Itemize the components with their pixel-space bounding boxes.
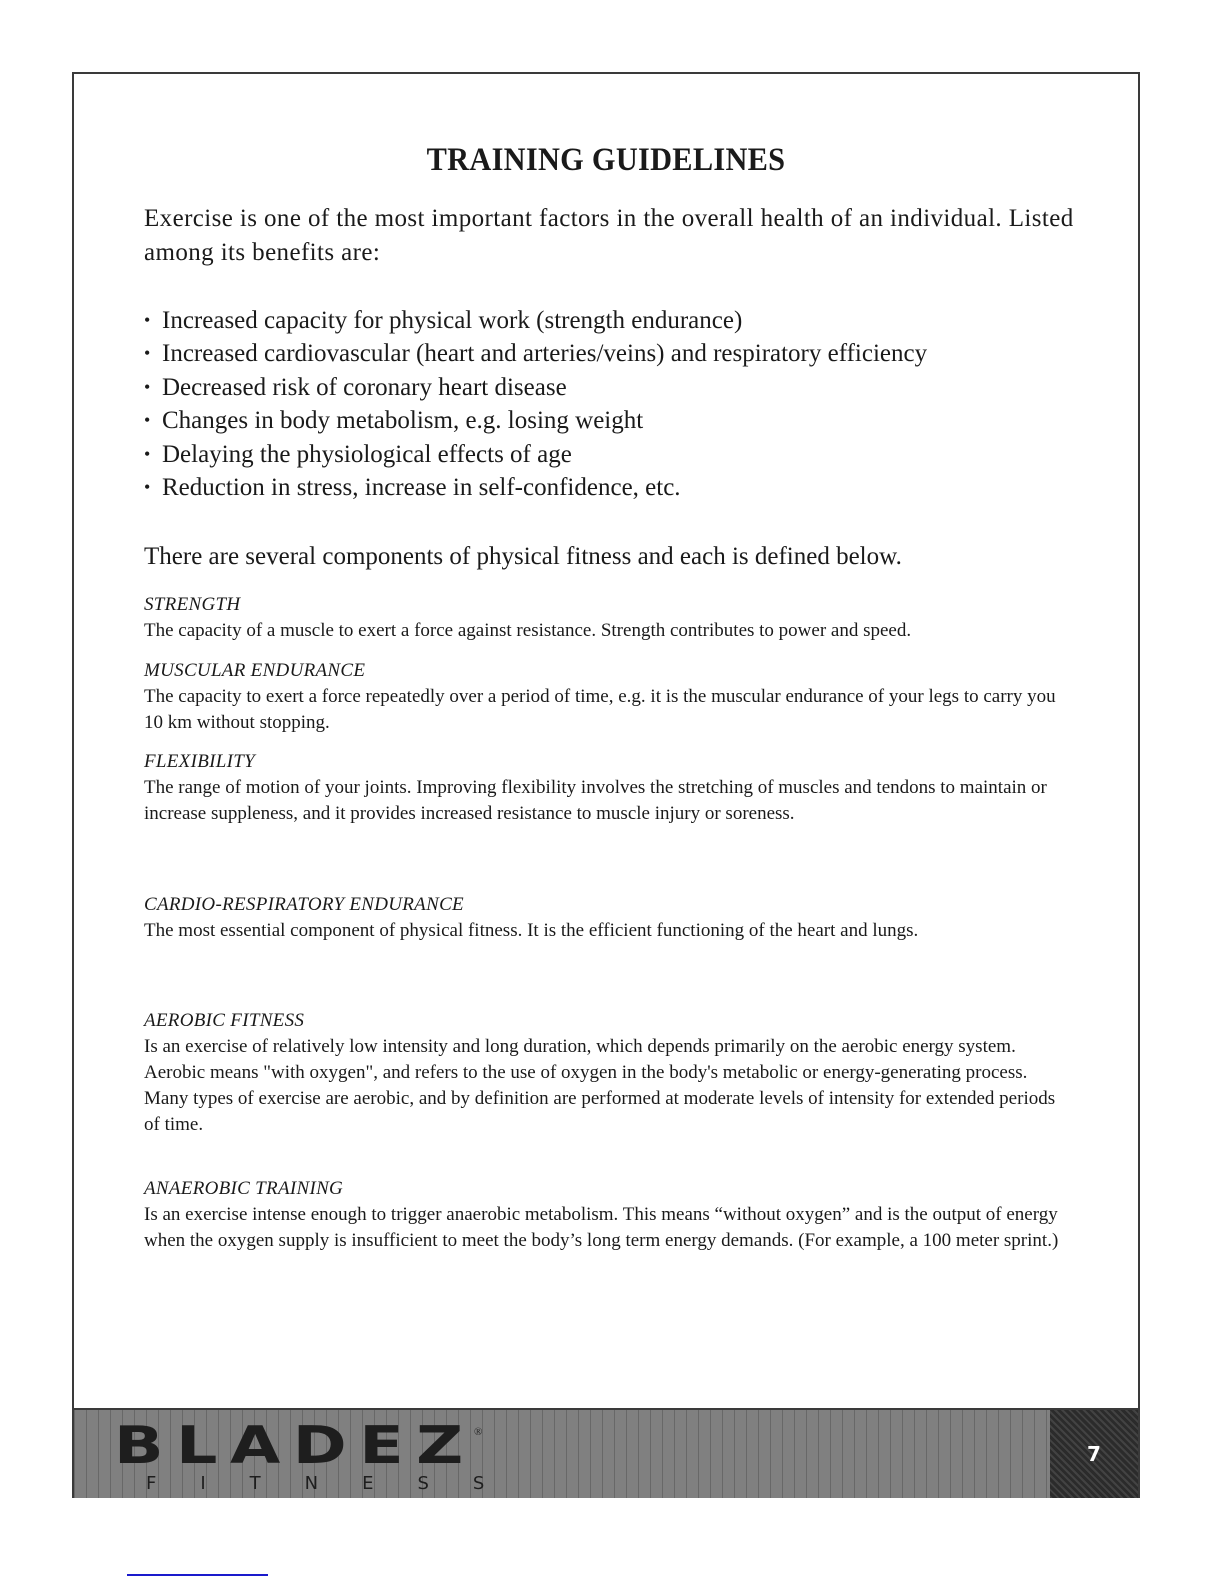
component-heading: MUSCULAR ENDURANCE: [144, 660, 366, 681]
footer-bar: [74, 1408, 1138, 1498]
component-cardio-respiratory-endurance: [144, 892, 1074, 944]
component-description: The capacity to exert a force repeatedly over a period of time, e.g. it is the muscular endurance of your legs to carry you 10 km without stopping.: [144, 686, 1056, 733]
component-description: The range of motion of your joints. Improving flexibility involves the stretching of muscles and tendons to maintain or increase suppleness, and it provides increased resistance to muscle injury or soreness.: [144, 777, 1047, 824]
benefits-list: [144, 304, 927, 504]
component-description: Is an exercise of relatively low intensity and long duration, which depends primarily on the aerobic energy system. Aerobic means "with oxygen", and refers to the use of oxygen in the body's metabolic or energy-generating process. Many types of exercise are aerobic, and by definition are performed at moderate levels of intensity for extended periods of time.: [144, 1036, 1056, 1135]
bullet-icon: •: [144, 443, 151, 464]
component-heading: STRENGTH: [144, 594, 241, 615]
page-title: TRAINING GUIDELINES: [426, 142, 786, 178]
page-frame: [72, 72, 1140, 1498]
logo-subtitle: FITNESS: [146, 1473, 529, 1494]
component-strength: [144, 592, 1074, 644]
benefit-item: • Decreased risk of coronary heart disease: [144, 371, 927, 404]
benefit-item: • Increased capacity for physical work (strength endurance): [144, 304, 927, 337]
component-anaerobic-training: [144, 1176, 1074, 1254]
bullet-icon: •: [144, 477, 151, 498]
components-intro: There are several components of physical fitness and each is defined below.: [144, 543, 902, 570]
component-heading: CARDIO-RESPIRATORY ENDURANCE: [144, 894, 464, 915]
bullet-icon: •: [144, 343, 151, 364]
benefit-item: • Reduction in stress, increase in self-confidence, etc.: [144, 471, 927, 504]
bullet-icon: •: [144, 310, 151, 330]
component-muscular-endurance: [144, 658, 1074, 736]
bladez-logo: [114, 1418, 528, 1494]
registered-mark-icon: ®: [474, 1426, 483, 1438]
bullet-icon: •: [144, 376, 151, 397]
component-flexibility: [144, 749, 1074, 827]
page-number: 7: [1087, 1442, 1101, 1466]
component-aerobic-fitness: [144, 1008, 1074, 1138]
logo-wordmark: BLADEZ: [114, 1416, 476, 1476]
component-heading: FLEXIBILITY: [144, 751, 255, 772]
benefit-item: • Changes in body metabolism, e.g. losing weight: [144, 404, 927, 437]
component-description: The capacity of a muscle to exert a force against resistance. Strength contributes to power and speed.: [144, 620, 912, 641]
benefit-item: • Increased cardiovascular (heart and arteries/veins) and respiratory efficiency: [144, 337, 927, 370]
link-underline[interactable]: [127, 1574, 268, 1576]
page-number-box: [1050, 1410, 1138, 1498]
component-heading: ANAEROBIC TRAINING: [144, 1178, 344, 1199]
component-heading: AEROBIC FITNESS: [144, 1010, 305, 1031]
component-description: The most essential component of physical fitness. It is the efficient functioning of the heart and lungs.: [144, 920, 919, 941]
intro-paragraph: Exercise is one of the most important factors in the overall health of an individual. Listed among its benefits are:: [144, 205, 1074, 266]
bullet-icon: •: [144, 410, 151, 431]
benefit-item: • Delaying the physiological effects of age: [144, 438, 927, 471]
component-description: Is an exercise intense enough to trigger anaerobic metabolism. This means “without oxygen” and is the output of energy when the oxygen supply is insufficient to meet the body’s long term energy demands. (For example, a 100 meter sprint.): [144, 1204, 1059, 1251]
